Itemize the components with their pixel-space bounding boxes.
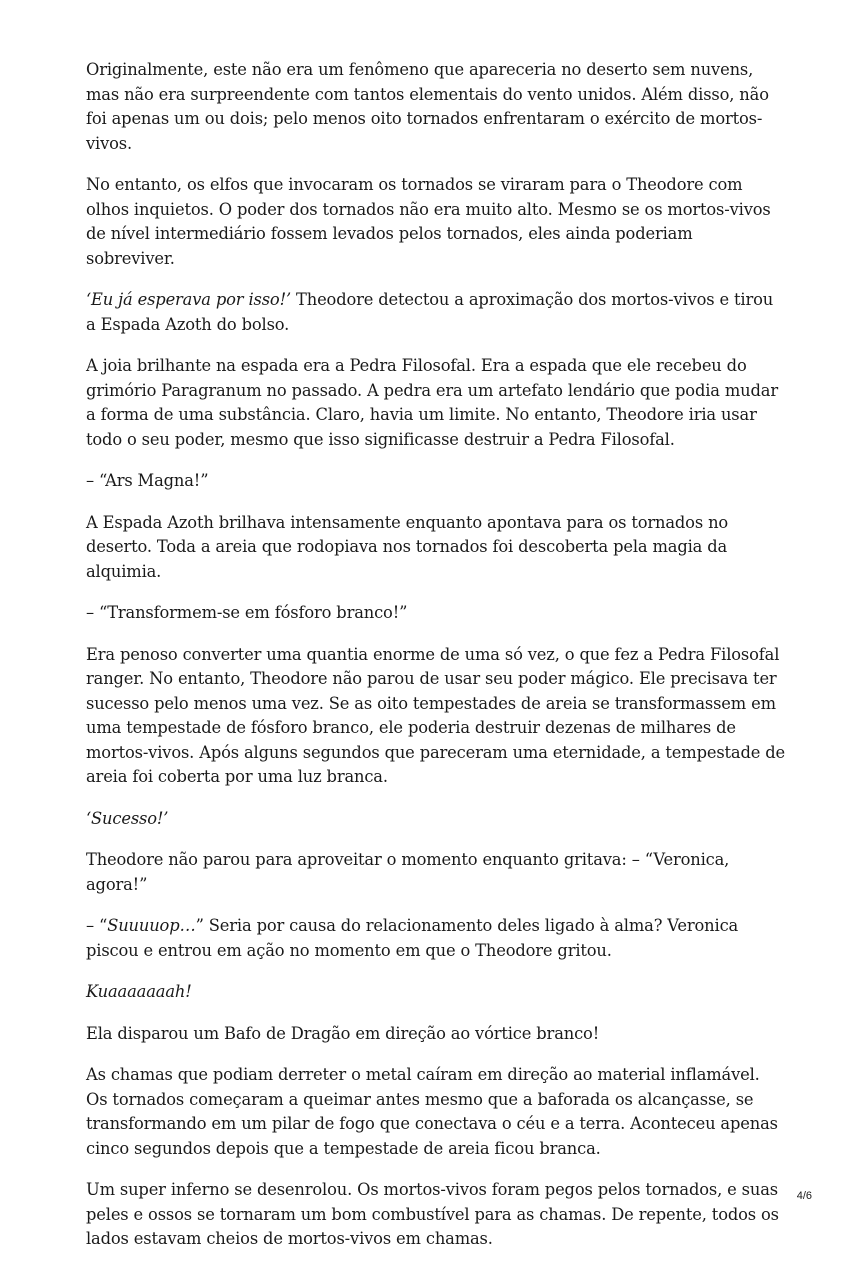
paragraph: No entanto, os elfos que invocaram os tornados se viraram para o Theodore com olhos inquietos. O poder dos tornados não era muito alto. Mesmo se os mortos-vivos de nível intermediário fossem levados pelos tornados, eles ainda poderiam sobreviver. bbox=[86, 175, 771, 268]
paragraph: Originalmente, este não era um fenômeno que apareceria no deserto sem nuvens, mas não era surpreendente com tantos elementais do vento unidos. Além disso, não foi apenas um ou dois; pelo menos oito tornados enfrentaram o exército de mortos-vivos. bbox=[86, 60, 769, 153]
sound-effect bbox=[86, 980, 786, 1005]
dialogue-line: – “Transformem-se em fósforo branco!” bbox=[86, 603, 408, 622]
paragraph-text: ” Seria por causa do relacionamento deles ligado à alma? Veronica piscou e entrou em ação no momento em que o Theodore gritou. bbox=[86, 916, 739, 960]
paragraph: Theodore não parou para aproveitar o momento enquanto gritava: – “Veronica, agora!” bbox=[86, 850, 730, 894]
paragraph: A Espada Azoth brilhava intensamente enquanto apontava para os tornados no deserto. Toda a areia que rodopiava nos tornados foi descoberta pela magia da alquimia. bbox=[86, 512, 729, 581]
paragraph-text: Theodore detectou a aproximação dos mortos-vivos e tirou a Espada Azoth do bolso. bbox=[86, 290, 774, 334]
paragraph: Um super inferno se desenrolou. Os mortos-vivos foram pegos pelos tornados, e suas peles e ossos se tornaram um bom combustível para as chamas. De repente, todos os lados estavam cheios de mortos-vivos em chamas. bbox=[86, 1180, 779, 1248]
paragraph bbox=[86, 288, 786, 337]
dialogue-line: – “Ars Magna!” bbox=[86, 471, 209, 490]
paragraph bbox=[86, 914, 786, 963]
page-number: 4/6 bbox=[796, 1190, 812, 1202]
paragraph: Era penoso converter uma quantia enorme de uma só vez, o que fez a Pedra Filosofal ranger. No entanto, Theodore não parou de usar seu poder mágico. Ele precisava ter sucesso pelo menos uma vez. Se as oito tempestades de areia se transformassem em uma tempestade de fósforo branco, ele poderia destruir dezenas de milhares de mortos-vivos. Após alguns segundos que pareceram uma eternidade, a tempestade de areia foi coberta por uma luz branca. bbox=[86, 644, 786, 786]
document-body bbox=[86, 58, 786, 1269]
italic-thought bbox=[86, 807, 786, 832]
italic-text: ‘Sucesso!’ bbox=[86, 808, 169, 828]
italic-thought: ‘Eu já esperava por isso!’ bbox=[86, 290, 291, 309]
paragraph: Ela disparou um Bafo de Dragão em direção ao vórtice branco! bbox=[86, 1023, 600, 1043]
paragraph: A joia brilhante na espada era a Pedra Filosofal. Era a espada que ele recebeu do grimório Paragranum no passado. A pedra era um artefato lendário que podia mudar a forma de uma substância. Claro, havia um limite. No entanto, Theodore iria usar todo o seu poder, mesmo que isso significasse destruir a Pedra Filosofal. bbox=[86, 356, 778, 449]
paragraph: As chamas que podiam derreter o metal caíram em direção ao material inflamável. Os tornados começaram a queimar antes mesmo que a baforada os alcançasse, se transformando em um pilar de fogo que conectava o céu e a terra. Aconteceu apenas cinco segundos depois que a tempestade de areia ficou branca. bbox=[86, 1065, 778, 1158]
italic-text: Kuaaaaaaah! bbox=[86, 982, 192, 1001]
paragraph-text: – “ bbox=[86, 916, 108, 935]
italic-sound: Suuuuop… bbox=[107, 916, 196, 935]
